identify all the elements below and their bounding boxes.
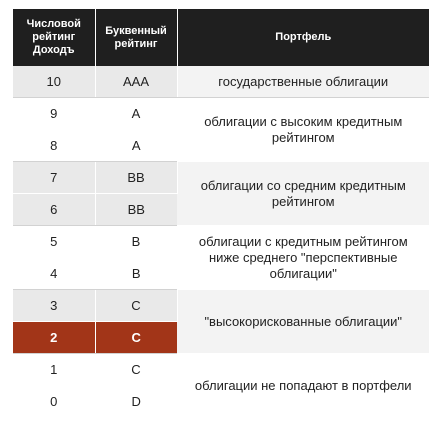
portfolio-cell: облигации с высоким кредитным рейтингом	[177, 98, 429, 162]
table-header	[13, 9, 429, 66]
numeric-rating-cell: 0	[13, 386, 95, 418]
rating-table	[13, 9, 429, 418]
letter-rating-cell: A	[95, 130, 177, 162]
numeric-rating-cell: 10	[13, 66, 95, 98]
header-letter-rating: Буквенный рейтинг	[95, 9, 177, 66]
letter-rating-cell: B	[95, 258, 177, 290]
letter-rating-cell-highlighted: C	[95, 322, 177, 354]
table-row	[13, 290, 429, 322]
portfolio-cell: "высокорискованные облигации"	[177, 290, 429, 354]
table-row	[13, 162, 429, 194]
portfolio-cell: облигации с кредитным рейтингом ниже среднего "перспективные облигации"	[177, 226, 429, 290]
numeric-rating-cell: 3	[13, 290, 95, 322]
numeric-rating-cell: 1	[13, 354, 95, 386]
numeric-rating-cell: 9	[13, 98, 95, 130]
letter-rating-cell: D	[95, 386, 177, 418]
portfolio-cell: государственные облигации	[177, 66, 429, 98]
numeric-rating-cell: 7	[13, 162, 95, 194]
numeric-rating-cell-highlighted: 2	[13, 322, 95, 354]
portfolio-cell: облигации не попадают в портфели	[177, 354, 429, 418]
numeric-rating-cell: 4	[13, 258, 95, 290]
letter-rating-cell: C	[95, 354, 177, 386]
letter-rating-cell: AAA	[95, 66, 177, 98]
table-row	[13, 226, 429, 258]
table-row	[13, 354, 429, 386]
letter-rating-cell: B	[95, 226, 177, 258]
letter-rating-cell: C	[95, 290, 177, 322]
letter-rating-cell: A	[95, 98, 177, 130]
header-portfolio: Портфель	[177, 9, 429, 66]
numeric-rating-cell: 5	[13, 226, 95, 258]
header-numeric-rating: Числовой рейтинг Доходъ	[13, 9, 95, 66]
table-row	[13, 66, 429, 98]
letter-rating-cell: BB	[95, 162, 177, 194]
numeric-rating-cell: 6	[13, 194, 95, 226]
table-row	[13, 98, 429, 130]
letter-rating-cell: BB	[95, 194, 177, 226]
numeric-rating-cell: 8	[13, 130, 95, 162]
portfolio-cell: облигации со средним кредитным рейтингом	[177, 162, 429, 226]
